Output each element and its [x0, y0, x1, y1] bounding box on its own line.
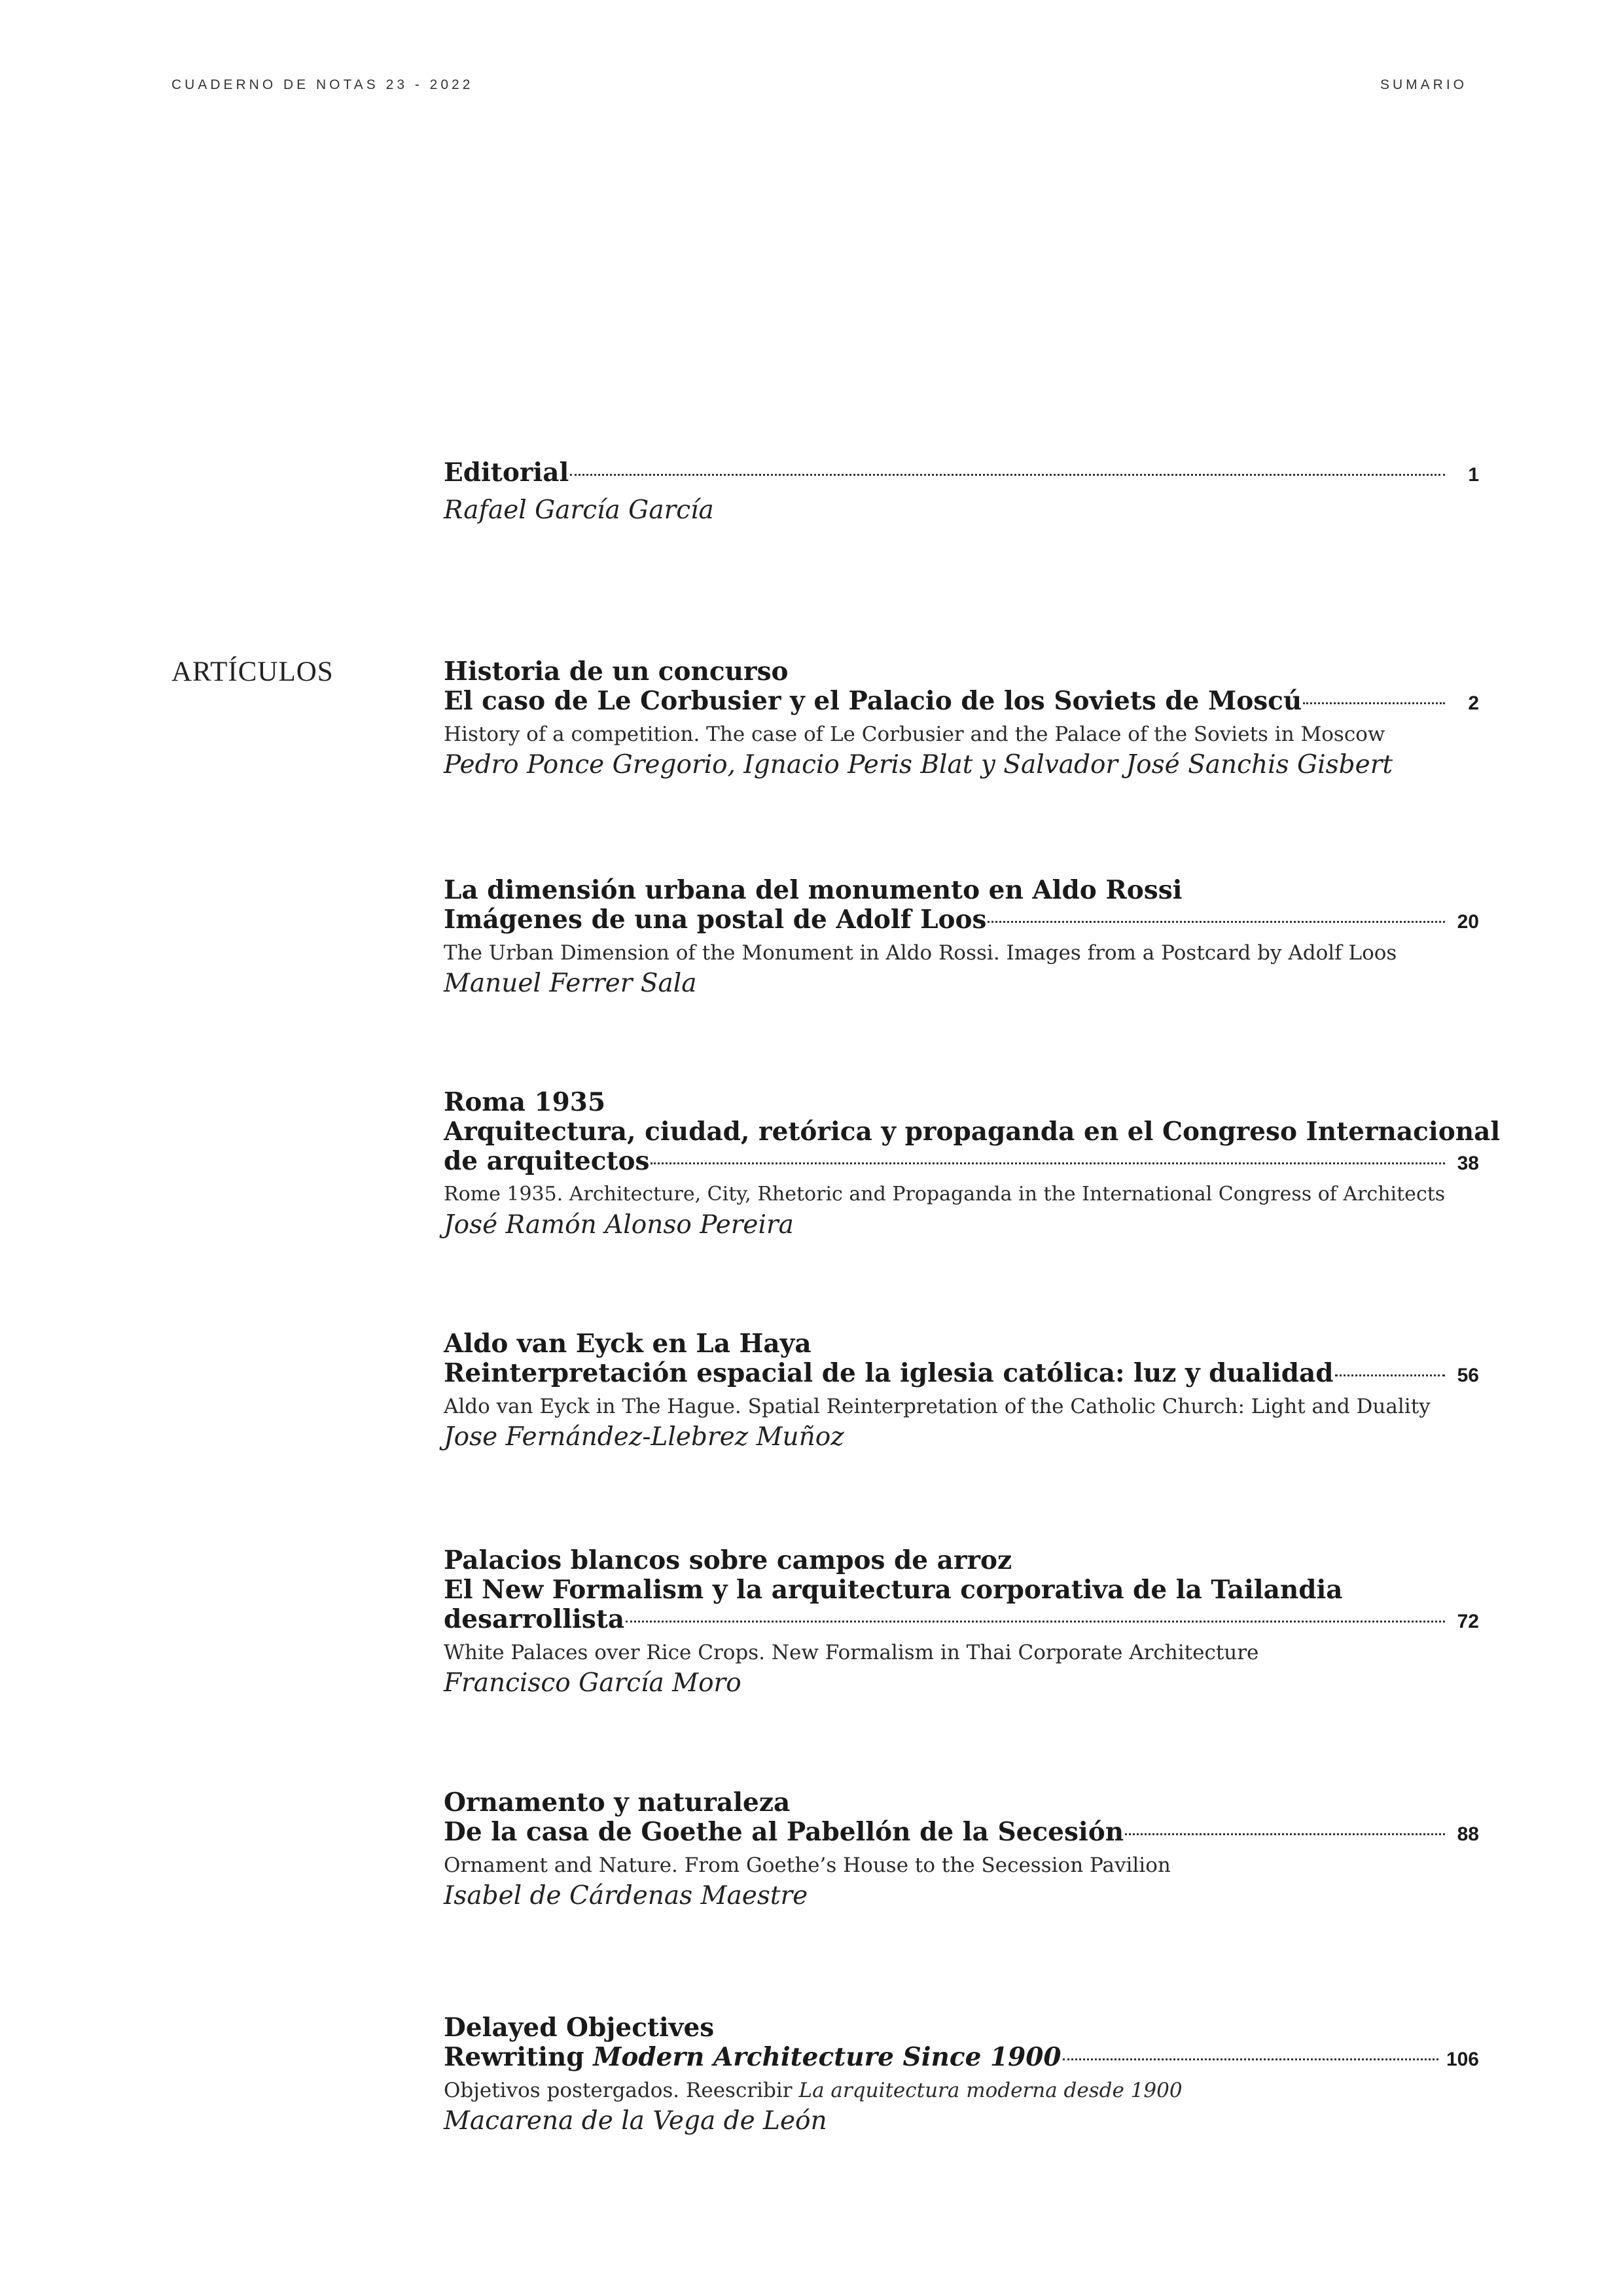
entry-author: José Ramón Alonso Pereira — [444, 1210, 794, 1240]
toc-entry-article[interactable] — [444, 2013, 1479, 2138]
entry-subtitle-row — [444, 2043, 1479, 2074]
dot-leader — [1063, 2058, 1438, 2060]
page-number: 106 — [1446, 2049, 1479, 2070]
toc-entry-article[interactable] — [444, 876, 1479, 1001]
entry-author: Manuel Ferrer Sala — [444, 969, 697, 998]
entry-translation: History of a competition. The case of Le Corbusier and the Palace of the Soviets in Moscow — [444, 723, 1385, 746]
entry-title: Aldo van Eyck en La Haya — [444, 1329, 812, 1359]
entry-translation — [444, 2077, 1479, 2104]
entry-subtitle: Imágenes de una postal de Adolf Loos — [444, 905, 987, 935]
entry-title-row — [444, 458, 1479, 490]
toc-entry-article[interactable] — [444, 1087, 1501, 1242]
toc-entry-editorial[interactable] — [444, 458, 1479, 528]
entry-translation: Aldo van Eyck in The Hague. Spatial Reinterpretation of the Catholic Church: Light and Duality — [444, 1395, 1431, 1418]
entry-author: Francisco García Moro — [444, 1668, 741, 1698]
entry-translation: The Urban Dimension of the Monument in Aldo Rossi. Images from a Postcard by Adolf Loos — [444, 941, 1397, 965]
entry-title: Palacios blancos sobre campos de arroz — [444, 1545, 1012, 1575]
entry-translation: White Palaces over Rice Crops. New Formalism in Thai Corporate Architecture — [444, 1641, 1259, 1664]
entry-subtitle-prefix: Rewriting — [444, 2042, 594, 2072]
entry-title: Historia de un concurso — [444, 656, 789, 687]
entry-author: Jose Fernández-Llebrez Muñoz — [444, 1422, 844, 1452]
entry-subtitle-row — [444, 1818, 1479, 1849]
dot-leader — [651, 1162, 1445, 1164]
page-number: 38 — [1457, 1153, 1479, 1174]
entry-translation: Ornament and Nature. From Goethe’s House to the Secession Pavilion — [444, 1854, 1171, 1877]
dot-leader — [570, 474, 1445, 476]
entry-subtitle-row — [444, 687, 1479, 718]
translation-prefix: Objetivos postergados. Reescribir — [444, 2079, 799, 2102]
entry-subtitle — [444, 2043, 1061, 2072]
entry-subtitle-row — [444, 905, 1479, 937]
toc-entry-article[interactable] — [444, 1546, 1479, 1700]
page-number: 88 — [1457, 1823, 1479, 1845]
section-label-articulos: ARTÍCULOS — [171, 656, 334, 687]
entry-translation: Rome 1935. Architecture, City, Rhetoric and Propaganda in the International Congress of Architects — [444, 1183, 1446, 1206]
entry-subtitle: Arquitectura, ciudad, retórica y propaganda en el Congreso Internacional — [444, 1117, 1501, 1147]
toc-entry-article[interactable] — [444, 657, 1479, 782]
page-number: 20 — [1457, 911, 1479, 933]
toc-entry-article[interactable] — [444, 1329, 1479, 1454]
dot-leader — [1335, 1374, 1445, 1376]
dot-leader — [988, 921, 1445, 923]
dot-leader — [1125, 1833, 1445, 1835]
page-number: 1 — [1468, 464, 1479, 486]
entry-author: Isabel de Cárdenas Maestre — [444, 1881, 808, 1910]
entry-subtitle: El caso de Le Corbusier y el Palacio de los Soviets de Moscú — [444, 686, 1302, 716]
entry-subtitle-row — [444, 1359, 1479, 1390]
entry-author: Macarena de la Vega de León — [444, 2106, 827, 2136]
toc-entry-article[interactable] — [444, 1788, 1479, 1913]
journal-running-head: CUADERNO DE NOTAS 23 - 2022 — [171, 77, 474, 92]
entry-subtitle: Reinterpretación espacial de la iglesia católica: luz y dualidad — [444, 1358, 1334, 1388]
dot-leader — [626, 1621, 1445, 1623]
page-number: 56 — [1457, 1365, 1479, 1386]
entry-subtitle: El New Formalism y la arquitectura corporativa de la Tailandia — [444, 1575, 1343, 1605]
entry-title: Ornamento y naturaleza — [444, 1787, 791, 1818]
page-number: 72 — [1457, 1611, 1479, 1632]
entry-author: Rafael García García — [444, 495, 714, 525]
entry-title: La dimensión urbana del monumento en Aldo Rossi — [444, 875, 1183, 905]
entry-subtitle: De la casa de Goethe al Pabellón de la Secesión — [444, 1817, 1124, 1847]
dot-leader — [1303, 702, 1445, 704]
entry-subtitle-continued: desarrollista — [444, 1604, 625, 1634]
entry-title: Editorial — [444, 457, 569, 488]
entry-subtitle-row — [444, 1605, 1479, 1636]
entry-author: Pedro Ponce Gregorio, Ignacio Peris Blat y Salvador José Sanchis Gisbert — [444, 750, 1393, 780]
entry-subtitle-book-title: Modern Architecture Since 1900 — [593, 2042, 1061, 2072]
page-number: 2 — [1468, 692, 1479, 714]
entry-title: Roma 1935 — [444, 1087, 606, 1117]
entry-subtitle-continued: de arquitectos — [444, 1146, 650, 1176]
entry-subtitle-row — [444, 1147, 1479, 1178]
entry-title: Delayed Objectives — [444, 2013, 715, 2043]
section-running-head: SUMARIO — [1380, 77, 1467, 92]
translation-book-title: La arquitectura moderna desde 1900 — [798, 2079, 1183, 2102]
